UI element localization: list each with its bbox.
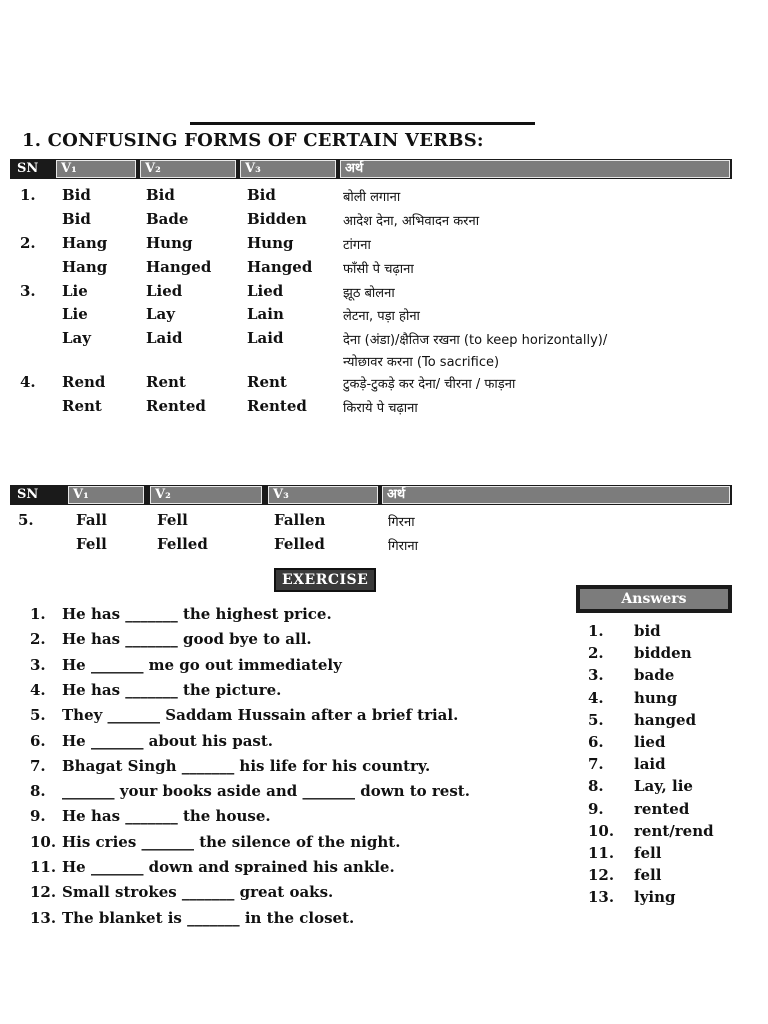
- cell-sn: 1.: [20, 186, 36, 204]
- cell-v3: Rent: [247, 373, 287, 391]
- cell-sn: 2.: [20, 234, 36, 252]
- exercise-text: He has _______ the highest price.: [62, 605, 332, 623]
- header-sn: SN: [12, 160, 52, 178]
- header-meaning: अर्थ: [340, 160, 730, 178]
- title-rule: [190, 122, 535, 125]
- exercise-item: [30, 732, 273, 750]
- answer-number: 5.: [588, 710, 604, 729]
- table-row: [0, 282, 768, 306]
- answer-text: hung: [634, 688, 678, 707]
- cell-meaning: लेटना, पड़ा होना: [343, 309, 420, 324]
- exercise-item: [30, 706, 458, 724]
- exercise-number: 5.: [30, 706, 46, 725]
- exercise-text: They _______ Saddam Hussain after a brief trial.: [62, 706, 459, 725]
- cell-v3: Rented: [247, 397, 307, 415]
- exercise-number: 4.: [30, 680, 46, 699]
- cell-v3: Hanged: [247, 258, 313, 276]
- answer-number: 3.: [588, 666, 604, 685]
- answer-text: bidden: [634, 644, 692, 663]
- page-title: 1. CONFUSING FORMS OF CERTAIN VERBS:: [22, 130, 484, 151]
- answers-header: [576, 585, 732, 613]
- answer-item: [588, 733, 665, 751]
- exercise-item: [30, 681, 281, 699]
- cell-meaning: किराये पे चढ़ाना: [343, 401, 418, 416]
- answer-item: [588, 866, 661, 884]
- cell-meaning: बोली लगाना: [343, 190, 401, 205]
- exercise-number: 12.: [30, 883, 57, 902]
- cell-v2: Rent: [146, 373, 186, 391]
- exercise-text: Small strokes _______ great oaks.: [62, 883, 334, 902]
- exercise-item: [30, 656, 342, 674]
- table1-header: [10, 159, 732, 179]
- answer-number: 8.: [588, 777, 604, 796]
- answer-number: 9.: [588, 799, 604, 818]
- cell-v3: Lain: [247, 305, 284, 323]
- cell-v2: Felled: [157, 535, 208, 553]
- cell-v1: Lie: [62, 305, 88, 323]
- exercise-number: 3.: [30, 655, 46, 674]
- cell-meaning: गिरना: [388, 515, 415, 530]
- answer-number: 1.: [588, 622, 604, 640]
- cell-v1: Lie: [62, 282, 88, 300]
- exercise-text: His cries _______ the silence of the night.: [62, 832, 401, 851]
- cell-v2: Lied: [146, 282, 183, 300]
- answer-text: fell: [634, 866, 662, 885]
- exercise-text: He _______ down and sprained his ankle.: [62, 858, 395, 876]
- cell-v2: Laid: [146, 329, 183, 347]
- header-v2: V₂: [150, 486, 262, 504]
- header-sn: SN: [12, 486, 62, 504]
- cell-v1: Bid: [62, 186, 91, 204]
- table-row: [0, 258, 768, 282]
- cell-v2: Hanged: [146, 258, 212, 276]
- cell-v1: Hang: [62, 258, 108, 276]
- exercise-text: He has _______ the picture.: [62, 680, 282, 699]
- header-meaning: अर्थ: [382, 486, 730, 504]
- cell-v1: Rend: [62, 373, 106, 391]
- exercise-item: [30, 757, 430, 775]
- exercise-text: He _______ me go out immediately: [62, 655, 342, 674]
- exercise-item: [30, 782, 470, 800]
- table-row: [0, 535, 768, 559]
- answer-item: [588, 711, 696, 729]
- answer-text: laid: [634, 755, 666, 774]
- exercise-item: [30, 909, 354, 927]
- exercise-number: 9.: [30, 807, 46, 826]
- answer-text: bade: [634, 666, 675, 685]
- cell-v1: Bid: [62, 210, 91, 228]
- answer-item: [588, 689, 677, 707]
- cell-v3: Bid: [247, 186, 276, 204]
- cell-meaning: झूठ बोलना: [343, 286, 395, 301]
- header-v2: V₂: [140, 160, 236, 178]
- exercise-text: The blanket is _______ in the closet.: [62, 908, 355, 927]
- cell-meaning: टुकड़े-टुकड़े कर देना/ चीरना / फाड़ना: [343, 377, 516, 392]
- cell-v1: Fell: [76, 535, 107, 553]
- cell-v1: Hang: [62, 234, 108, 252]
- exercise-number: 1.: [30, 605, 46, 623]
- exercise-item: [30, 858, 395, 876]
- answer-item: [588, 777, 693, 795]
- exercise-number: 6.: [30, 731, 46, 750]
- cell-meaning: टांगना: [343, 238, 371, 253]
- answer-item: [588, 755, 666, 773]
- cell-meaning: आदेश देना, अभिवादन करना: [343, 214, 480, 229]
- table-row: [0, 305, 768, 329]
- cell-sn: 3.: [20, 282, 36, 300]
- answer-number: 6.: [588, 733, 604, 751]
- table-row: [0, 397, 768, 421]
- exercise-number: 11.: [30, 858, 57, 876]
- header-v3: V₃: [240, 160, 336, 178]
- answer-text: rented: [634, 799, 690, 818]
- table-row: [0, 511, 768, 535]
- answer-number: 10.: [588, 821, 615, 840]
- cell-meaning: फाँसी पे चढ़ाना: [343, 262, 414, 277]
- answer-text: Lay, lie: [634, 777, 693, 796]
- table2-header: [10, 485, 732, 505]
- answer-number: 7.: [588, 755, 604, 774]
- exercise-text: He _______ about his past.: [62, 731, 274, 750]
- exercise-number: 2.: [30, 630, 46, 649]
- answer-text: bid: [634, 622, 661, 640]
- cell-v2: Rented: [146, 397, 206, 415]
- table-row: [0, 234, 768, 258]
- cell-v2: Hung: [146, 234, 193, 252]
- answer-item: [588, 888, 676, 906]
- cell-v3: Laid: [247, 329, 284, 347]
- exercise-number: 13.: [30, 908, 57, 927]
- exercise-item: [30, 630, 312, 648]
- cell-v2: Lay: [146, 305, 175, 323]
- cell-v3: Hung: [247, 234, 294, 252]
- table-row: [0, 373, 768, 397]
- cell-v3: Fallen: [274, 511, 326, 529]
- cell-v3: Lied: [247, 282, 284, 300]
- exercise-number: 10.: [30, 832, 57, 851]
- cell-meaning: गिराना: [388, 539, 418, 554]
- cell-v3: Bidden: [247, 210, 307, 228]
- exercise-item: [30, 807, 271, 825]
- exercise-item: [30, 833, 400, 851]
- answer-item: [588, 800, 689, 818]
- exercise-badge: EXERCISE: [274, 568, 376, 592]
- exercise-text: He has _______ the house.: [62, 807, 271, 826]
- answer-text: lied: [634, 733, 666, 751]
- cell-v2: Bade: [146, 210, 189, 228]
- cell-v1: Fall: [76, 511, 107, 529]
- exercise-item: [30, 883, 333, 901]
- answer-item: [588, 844, 661, 862]
- cell-v1: Rent: [62, 397, 102, 415]
- cell-v2: Bid: [146, 186, 175, 204]
- answer-item: [588, 666, 674, 684]
- cell-meaning: देना (अंडा)/क्षैतिज रखना (to keep horizontally)/: [343, 333, 608, 348]
- answer-text: rent/rend: [634, 821, 714, 840]
- answers-label: Answers: [580, 589, 728, 609]
- answer-item: [588, 622, 661, 640]
- header-v1: V₁: [56, 160, 136, 178]
- answer-text: hanged: [634, 710, 697, 729]
- table-row: [0, 210, 768, 234]
- header-v1: V₁: [68, 486, 144, 504]
- table-row: [0, 186, 768, 210]
- exercise-text: Bhagat Singh _______ his life for his country.: [62, 756, 431, 775]
- answer-item: [588, 644, 692, 662]
- header-v3: V₃: [268, 486, 378, 504]
- answer-text: lying: [634, 888, 676, 907]
- cell-meaning-cont: न्योछावर करना (To sacrifice): [343, 355, 500, 370]
- cell-sn: 5.: [18, 511, 34, 529]
- table-row: [0, 329, 768, 370]
- answer-number: 11.: [588, 844, 615, 862]
- answer-number: 13.: [588, 888, 615, 907]
- cell-v2: Fell: [157, 511, 188, 529]
- exercise-text: _______ your books aside and _______ down to rest.: [62, 782, 470, 801]
- answer-number: 12.: [588, 866, 615, 885]
- cell-v3: Felled: [274, 535, 325, 553]
- answer-number: 2.: [588, 644, 604, 663]
- exercise-item: [30, 605, 332, 623]
- answer-number: 4.: [588, 688, 604, 707]
- exercise-number: 7.: [30, 756, 46, 775]
- exercise-text: He has _______ good bye to all.: [62, 630, 312, 649]
- cell-v1: Lay: [62, 329, 91, 347]
- answer-text: fell: [634, 844, 662, 862]
- answer-item: [588, 822, 714, 840]
- cell-sn: 4.: [20, 373, 36, 391]
- exercise-number: 8.: [30, 782, 46, 801]
